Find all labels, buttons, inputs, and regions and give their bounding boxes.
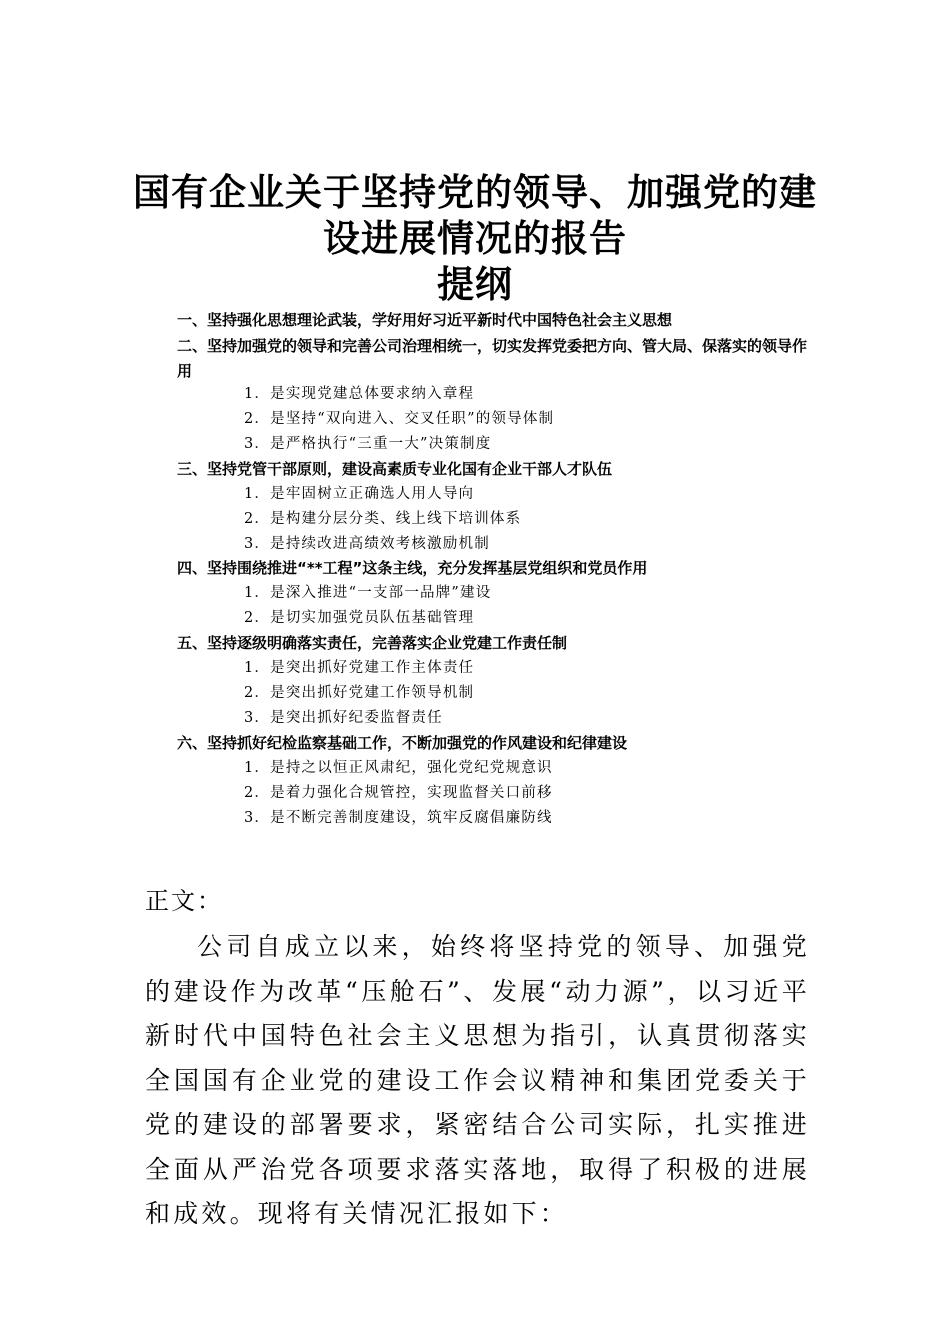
outline-item-4-1: 1．是深入推进“一支部一品牌”建设 (244, 585, 492, 601)
outline-heading-6: 六、坚持抓好纪检监察基础工作，不断加强党的作风建设和纪律建设 (177, 734, 628, 752)
outline-item-2-1: 1．是实现党建总体要求纳入章程 (244, 386, 475, 402)
outline-heading-1: 一、坚持强化思想理论武装，学好用好习近平新时代中国特色社会主义思想 (177, 311, 673, 329)
outline-item-4-2: 2．是切实加强党员队伍基础管理 (244, 610, 475, 626)
document-title-line-1: 国有企业关于坚持党的领导、加强党的建 (133, 171, 817, 214)
body-paragraph: 公司自成立以来，始终将坚持党的领导、加强党的建设作为改革“压舱石”、发展“动力源”，以习近平新时代中国特色社会主义思想为指引，认真贯彻落实全国国有企业党的建设工作会议精神和集团党委关于党的建设的部署要求，紧密结合公司实际，扎实推进全面从严治党各项要求落实落地，取得了积极的进展和成效。现将有关情况汇报如下： (145, 932, 810, 1228)
outline-heading-5: 五、坚持逐级明确落实责任，完善落实企业党建工作责任制 (177, 634, 568, 652)
outline-heading-2: 二、坚持加强党的领导和完善公司治理相统一，切实发挥党委把方向、管大局、保落实的领导作用 (177, 337, 808, 380)
outline-item-5-2: 2．是突出抓好党建工作领导机制 (244, 685, 475, 701)
document-subtitle: 提纲 (437, 263, 513, 306)
outline-item-5-3: 3．是突出抓好纪委监督责任 (244, 710, 443, 726)
outline-item-3-1: 1．是牢固树立正确选人用人导向 (244, 486, 475, 502)
body-label: 正文： (145, 887, 223, 915)
document-title-line-2: 设进展情况的报告 (323, 217, 627, 260)
outline-item-6-1: 1．是持之以恒正风肃纪，强化党纪党规意识 (244, 760, 553, 776)
outline-item-5-1: 1．是突出抓好党建工作主体责任 (244, 660, 475, 676)
outline-item-3-2: 2．是构建分层分类、线上线下培训体系 (244, 511, 522, 527)
outline-heading-3: 三、坚持党管干部原则，建设高素质专业化国有企业干部人才队伍 (177, 460, 613, 478)
outline-item-2-2: 2．是坚持“双向进入、交叉任职”的领导体制 (244, 411, 555, 427)
outline-heading-4: 四、坚持围绕推进“**工程”这条主线，充分发挥基层党组织和党员作用 (177, 559, 648, 577)
outline-item-2-3: 3．是严格执行“三重一大”决策制度 (244, 436, 492, 452)
outline-item-6-2: 2．是着力强化合规管控，实现监督关口前移 (244, 785, 553, 801)
outline-item-6-3: 3．是不断完善制度建设，筑牢反腐倡廉防线 (244, 810, 553, 826)
outline-item-3-3: 3．是持续改进高绩效考核激励机制 (244, 536, 490, 552)
